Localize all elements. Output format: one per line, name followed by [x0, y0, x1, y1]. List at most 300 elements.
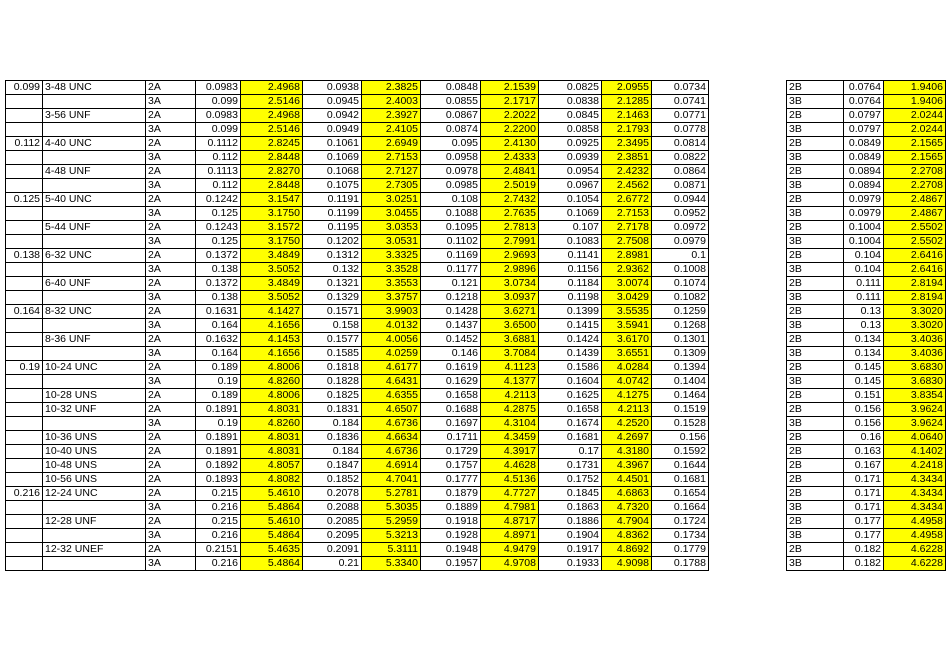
external-class-cell: 2A	[146, 333, 196, 347]
internal-minor-mm-cell: 1.9406	[884, 95, 946, 109]
spacer-cell	[709, 417, 787, 431]
major-min-mm-cell: 2.3927	[362, 109, 421, 123]
table-row	[6, 151, 946, 165]
spacer-cell	[709, 375, 787, 389]
major-max-mm-cell: 3.1750	[241, 207, 303, 221]
nominal-diameter-cell	[6, 235, 43, 249]
minor-in-cell: 0.1654	[652, 487, 709, 501]
pitch-min-mm-cell: 3.5941	[602, 319, 652, 333]
nominal-diameter-cell	[6, 109, 43, 123]
external-class-cell: 3A	[146, 235, 196, 249]
pitch-max-mm-cell: 3.0937	[481, 291, 539, 305]
pitch-min-mm-cell: 2.3851	[602, 151, 652, 165]
pitch-min-mm-cell: 4.8362	[602, 529, 652, 543]
pitch-min-mm-cell: 4.1275	[602, 389, 652, 403]
spacer-cell	[709, 123, 787, 137]
major-min-in-cell: 0.1329	[303, 291, 362, 305]
pitch-max-in-cell: 0.0855	[421, 95, 481, 109]
major-min-mm-cell: 4.6355	[362, 389, 421, 403]
nominal-diameter-cell	[6, 123, 43, 137]
minor-in-cell: 0.0944	[652, 193, 709, 207]
major-min-mm-cell: 5.3111	[362, 543, 421, 557]
internal-minor-in-cell: 0.177	[844, 515, 884, 529]
pitch-min-mm-cell: 4.7320	[602, 501, 652, 515]
pitch-max-in-cell: 0.0985	[421, 179, 481, 193]
nominal-diameter-cell	[6, 95, 43, 109]
major-min-in-cell: 0.184	[303, 445, 362, 459]
minor-in-cell: 0.1734	[652, 529, 709, 543]
major-min-in-cell: 0.1075	[303, 179, 362, 193]
internal-minor-in-cell: 0.171	[844, 501, 884, 515]
pitch-min-in-cell: 0.1184	[539, 277, 602, 291]
major-max-mm-cell: 3.1547	[241, 193, 303, 207]
major-max-in-cell: 0.1893	[196, 473, 241, 487]
internal-minor-in-cell: 0.0797	[844, 123, 884, 137]
pitch-min-in-cell: 0.1904	[539, 529, 602, 543]
major-min-in-cell: 0.2091	[303, 543, 362, 557]
table-row	[6, 235, 946, 249]
internal-class-cell: 2B	[787, 333, 844, 347]
internal-class-cell: 3B	[787, 151, 844, 165]
minor-in-cell: 0.0778	[652, 123, 709, 137]
internal-minor-mm-cell: 3.6830	[884, 375, 946, 389]
pitch-max-mm-cell: 4.8717	[481, 515, 539, 529]
pitch-min-mm-cell: 3.0429	[602, 291, 652, 305]
pitch-max-mm-cell: 4.2875	[481, 403, 539, 417]
pitch-max-mm-cell: 4.3917	[481, 445, 539, 459]
internal-class-cell: 3B	[787, 95, 844, 109]
pitch-max-in-cell: 0.1889	[421, 501, 481, 515]
table-row	[6, 375, 946, 389]
major-min-in-cell: 0.1202	[303, 235, 362, 249]
major-min-mm-cell: 3.0353	[362, 221, 421, 235]
major-max-mm-cell: 4.1453	[241, 333, 303, 347]
nominal-diameter-cell	[6, 529, 43, 543]
major-max-in-cell: 0.216	[196, 529, 241, 543]
internal-minor-in-cell: 0.111	[844, 291, 884, 305]
pitch-max-mm-cell: 3.6500	[481, 319, 539, 333]
pitch-max-mm-cell: 2.4333	[481, 151, 539, 165]
major-max-in-cell: 0.1372	[196, 249, 241, 263]
pitch-max-mm-cell: 2.4130	[481, 137, 539, 151]
minor-in-cell: 0.1008	[652, 263, 709, 277]
pitch-min-mm-cell: 4.9098	[602, 557, 652, 571]
minor-in-cell: 0.156	[652, 431, 709, 445]
external-class-cell: 2A	[146, 543, 196, 557]
thread-designation-cell: 8-32 UNC	[43, 305, 146, 319]
major-min-mm-cell: 5.2781	[362, 487, 421, 501]
spacer-cell	[709, 319, 787, 333]
major-max-in-cell: 0.1242	[196, 193, 241, 207]
major-min-in-cell: 0.1571	[303, 305, 362, 319]
minor-in-cell: 0.1464	[652, 389, 709, 403]
external-class-cell: 3A	[146, 417, 196, 431]
internal-minor-mm-cell: 2.2708	[884, 179, 946, 193]
spacer-cell	[709, 487, 787, 501]
spacer-cell	[709, 151, 787, 165]
pitch-min-mm-cell: 2.1463	[602, 109, 652, 123]
pitch-min-in-cell: 0.1424	[539, 333, 602, 347]
pitch-min-mm-cell: 4.3967	[602, 459, 652, 473]
internal-minor-mm-cell: 2.4867	[884, 193, 946, 207]
table-row	[6, 123, 946, 137]
external-class-cell: 2A	[146, 459, 196, 473]
major-min-in-cell: 0.0945	[303, 95, 362, 109]
pitch-min-mm-cell: 4.2113	[602, 403, 652, 417]
thread-designation-cell: 5-44 UNF	[43, 221, 146, 235]
major-min-mm-cell: 4.0132	[362, 319, 421, 333]
pitch-max-in-cell: 0.1218	[421, 291, 481, 305]
spacer-cell	[709, 277, 787, 291]
pitch-max-in-cell: 0.121	[421, 277, 481, 291]
major-max-in-cell: 0.138	[196, 263, 241, 277]
pitch-min-in-cell: 0.0925	[539, 137, 602, 151]
pitch-max-in-cell: 0.1928	[421, 529, 481, 543]
pitch-min-mm-cell: 4.2697	[602, 431, 652, 445]
pitch-min-in-cell: 0.17	[539, 445, 602, 459]
minor-in-cell: 0.0972	[652, 221, 709, 235]
pitch-min-mm-cell: 2.7178	[602, 221, 652, 235]
internal-minor-in-cell: 0.0979	[844, 207, 884, 221]
external-class-cell: 3A	[146, 179, 196, 193]
thread-designation-cell: 4-48 UNF	[43, 165, 146, 179]
pitch-min-in-cell: 0.0967	[539, 179, 602, 193]
internal-class-cell: 3B	[787, 375, 844, 389]
pitch-min-mm-cell: 2.4232	[602, 165, 652, 179]
internal-minor-mm-cell: 4.3434	[884, 473, 946, 487]
internal-class-cell: 2B	[787, 165, 844, 179]
external-class-cell: 3A	[146, 95, 196, 109]
spacer-cell	[709, 81, 787, 95]
pitch-min-in-cell: 0.1886	[539, 515, 602, 529]
major-max-in-cell: 0.138	[196, 291, 241, 305]
pitch-min-in-cell: 0.1625	[539, 389, 602, 403]
external-class-cell: 2A	[146, 193, 196, 207]
pitch-max-mm-cell: 2.2200	[481, 123, 539, 137]
internal-minor-in-cell: 0.111	[844, 277, 884, 291]
pitch-max-mm-cell: 2.9896	[481, 263, 539, 277]
pitch-max-mm-cell: 4.9708	[481, 557, 539, 571]
nominal-diameter-cell	[6, 473, 43, 487]
pitch-min-mm-cell: 2.7508	[602, 235, 652, 249]
pitch-min-mm-cell: 2.0955	[602, 81, 652, 95]
minor-in-cell: 0.0814	[652, 137, 709, 151]
nominal-diameter-cell: 0.138	[6, 249, 43, 263]
internal-class-cell: 2B	[787, 389, 844, 403]
major-min-in-cell: 0.2095	[303, 529, 362, 543]
pitch-max-mm-cell: 2.7813	[481, 221, 539, 235]
external-class-cell: 2A	[146, 445, 196, 459]
internal-minor-mm-cell: 2.4867	[884, 207, 946, 221]
external-class-cell: 2A	[146, 473, 196, 487]
external-class-cell: 2A	[146, 137, 196, 151]
table-row	[6, 193, 946, 207]
internal-class-cell: 2B	[787, 361, 844, 375]
major-max-in-cell: 0.19	[196, 417, 241, 431]
internal-minor-mm-cell: 2.5502	[884, 235, 946, 249]
major-min-mm-cell: 3.0531	[362, 235, 421, 249]
pitch-min-in-cell: 0.1752	[539, 473, 602, 487]
pitch-max-mm-cell: 3.6881	[481, 333, 539, 347]
major-min-mm-cell: 5.3340	[362, 557, 421, 571]
major-min-in-cell: 0.1061	[303, 137, 362, 151]
pitch-max-in-cell: 0.0848	[421, 81, 481, 95]
major-max-mm-cell: 4.8031	[241, 431, 303, 445]
major-min-mm-cell: 4.6736	[362, 417, 421, 431]
pitch-max-mm-cell: 2.5019	[481, 179, 539, 193]
pitch-max-mm-cell: 2.7991	[481, 235, 539, 249]
internal-class-cell: 2B	[787, 221, 844, 235]
major-max-mm-cell: 4.8006	[241, 389, 303, 403]
table-row	[6, 529, 946, 543]
spacer-cell	[709, 263, 787, 277]
pitch-max-in-cell: 0.146	[421, 347, 481, 361]
minor-in-cell: 0.1394	[652, 361, 709, 375]
major-min-in-cell: 0.184	[303, 417, 362, 431]
pitch-max-mm-cell: 4.8971	[481, 529, 539, 543]
major-min-mm-cell: 3.0455	[362, 207, 421, 221]
table-row	[6, 487, 946, 501]
thread-designation-cell: 10-56 UNS	[43, 473, 146, 487]
pitch-max-in-cell: 0.1102	[421, 235, 481, 249]
external-class-cell: 2A	[146, 403, 196, 417]
external-class-cell: 2A	[146, 81, 196, 95]
pitch-min-mm-cell: 2.7153	[602, 207, 652, 221]
spacer-cell	[709, 249, 787, 263]
pitch-max-in-cell: 0.1629	[421, 375, 481, 389]
nominal-diameter-cell	[6, 207, 43, 221]
major-min-mm-cell: 5.2959	[362, 515, 421, 529]
minor-in-cell: 0.1	[652, 249, 709, 263]
major-min-in-cell: 0.1831	[303, 403, 362, 417]
pitch-min-in-cell: 0.1439	[539, 347, 602, 361]
internal-minor-mm-cell: 4.3434	[884, 501, 946, 515]
internal-class-cell: 3B	[787, 235, 844, 249]
pitch-min-in-cell: 0.0845	[539, 109, 602, 123]
major-max-in-cell: 0.1891	[196, 403, 241, 417]
pitch-min-in-cell: 0.0838	[539, 95, 602, 109]
thread-designation-cell	[43, 263, 146, 277]
internal-class-cell: 3B	[787, 123, 844, 137]
pitch-min-in-cell: 0.0954	[539, 165, 602, 179]
major-min-mm-cell: 4.0259	[362, 347, 421, 361]
table-row	[6, 417, 946, 431]
internal-class-cell: 2B	[787, 403, 844, 417]
internal-class-cell: 3B	[787, 417, 844, 431]
major-max-mm-cell: 3.4849	[241, 277, 303, 291]
pitch-max-mm-cell: 4.5136	[481, 473, 539, 487]
internal-minor-mm-cell: 2.0244	[884, 123, 946, 137]
major-min-in-cell: 0.1585	[303, 347, 362, 361]
internal-minor-in-cell: 0.104	[844, 263, 884, 277]
major-min-in-cell: 0.21	[303, 557, 362, 571]
major-max-mm-cell: 3.5052	[241, 263, 303, 277]
pitch-min-mm-cell: 4.7904	[602, 515, 652, 529]
nominal-diameter-cell	[6, 375, 43, 389]
major-max-in-cell: 0.1632	[196, 333, 241, 347]
internal-class-cell: 2B	[787, 459, 844, 473]
pitch-max-in-cell: 0.1437	[421, 319, 481, 333]
internal-minor-mm-cell: 2.0244	[884, 109, 946, 123]
nominal-diameter-cell	[6, 445, 43, 459]
external-class-cell: 3A	[146, 123, 196, 137]
major-max-mm-cell: 5.4864	[241, 557, 303, 571]
thread-designation-cell	[43, 347, 146, 361]
pitch-max-in-cell: 0.1957	[421, 557, 481, 571]
pitch-min-in-cell: 0.1674	[539, 417, 602, 431]
external-class-cell: 2A	[146, 165, 196, 179]
major-min-in-cell: 0.1195	[303, 221, 362, 235]
major-max-in-cell: 0.112	[196, 151, 241, 165]
table-row	[6, 291, 946, 305]
major-min-in-cell: 0.1577	[303, 333, 362, 347]
internal-minor-in-cell: 0.134	[844, 347, 884, 361]
internal-minor-mm-cell: 3.8354	[884, 389, 946, 403]
pitch-max-mm-cell: 2.9693	[481, 249, 539, 263]
major-max-in-cell: 0.1372	[196, 277, 241, 291]
minor-in-cell: 0.1644	[652, 459, 709, 473]
major-max-mm-cell: 4.8082	[241, 473, 303, 487]
internal-minor-mm-cell: 2.5502	[884, 221, 946, 235]
table-row	[6, 277, 946, 291]
major-max-in-cell: 0.216	[196, 501, 241, 515]
internal-class-cell: 3B	[787, 263, 844, 277]
internal-minor-in-cell: 0.0797	[844, 109, 884, 123]
major-min-mm-cell: 2.3825	[362, 81, 421, 95]
major-max-mm-cell: 4.8057	[241, 459, 303, 473]
internal-minor-in-cell: 0.0849	[844, 137, 884, 151]
nominal-diameter-cell	[6, 277, 43, 291]
thread-designation-cell	[43, 557, 146, 571]
major-max-mm-cell: 4.1427	[241, 305, 303, 319]
internal-minor-in-cell: 0.163	[844, 445, 884, 459]
major-max-mm-cell: 3.4849	[241, 249, 303, 263]
table-row	[6, 543, 946, 557]
major-min-mm-cell: 4.7041	[362, 473, 421, 487]
internal-minor-mm-cell: 2.6416	[884, 249, 946, 263]
major-min-mm-cell: 5.3213	[362, 529, 421, 543]
pitch-max-mm-cell: 2.2022	[481, 109, 539, 123]
pitch-min-mm-cell: 4.3180	[602, 445, 652, 459]
internal-class-cell: 3B	[787, 319, 844, 333]
major-min-mm-cell: 3.0251	[362, 193, 421, 207]
major-min-mm-cell: 2.4105	[362, 123, 421, 137]
table-row	[6, 249, 946, 263]
major-max-mm-cell: 5.4864	[241, 529, 303, 543]
major-max-mm-cell: 3.1750	[241, 235, 303, 249]
major-min-in-cell: 0.1068	[303, 165, 362, 179]
pitch-min-in-cell: 0.107	[539, 221, 602, 235]
internal-class-cell: 2B	[787, 543, 844, 557]
internal-minor-in-cell: 0.13	[844, 319, 884, 333]
major-min-mm-cell: 4.6914	[362, 459, 421, 473]
spacer-cell	[709, 109, 787, 123]
internal-minor-mm-cell: 3.6830	[884, 361, 946, 375]
thread-designation-cell	[43, 501, 146, 515]
major-max-mm-cell: 4.1656	[241, 319, 303, 333]
pitch-min-mm-cell: 2.9362	[602, 263, 652, 277]
internal-minor-in-cell: 0.177	[844, 529, 884, 543]
pitch-max-mm-cell: 4.1377	[481, 375, 539, 389]
spacer-cell	[709, 403, 787, 417]
spacer-cell	[709, 193, 787, 207]
spacer-cell	[709, 179, 787, 193]
external-class-cell: 2A	[146, 487, 196, 501]
major-max-mm-cell: 4.8260	[241, 375, 303, 389]
minor-in-cell: 0.0741	[652, 95, 709, 109]
major-min-mm-cell: 3.3528	[362, 263, 421, 277]
internal-minor-in-cell: 0.145	[844, 361, 884, 375]
major-max-mm-cell: 2.4968	[241, 109, 303, 123]
major-min-in-cell: 0.2085	[303, 515, 362, 529]
external-class-cell: 2A	[146, 277, 196, 291]
internal-class-cell: 3B	[787, 291, 844, 305]
spacer-cell	[709, 221, 787, 235]
thread-designation-cell	[43, 375, 146, 389]
pitch-max-in-cell: 0.108	[421, 193, 481, 207]
internal-class-cell: 2B	[787, 515, 844, 529]
table-row	[6, 403, 946, 417]
internal-minor-mm-cell: 2.1565	[884, 137, 946, 151]
external-class-cell: 3A	[146, 529, 196, 543]
minor-in-cell: 0.1528	[652, 417, 709, 431]
pitch-min-in-cell: 0.1399	[539, 305, 602, 319]
nominal-diameter-cell	[6, 417, 43, 431]
internal-minor-in-cell: 0.0894	[844, 179, 884, 193]
major-min-mm-cell: 4.6736	[362, 445, 421, 459]
pitch-max-in-cell: 0.1428	[421, 305, 481, 319]
major-min-mm-cell: 4.0056	[362, 333, 421, 347]
pitch-min-mm-cell: 2.6772	[602, 193, 652, 207]
major-min-in-cell: 0.1852	[303, 473, 362, 487]
external-class-cell: 3A	[146, 151, 196, 165]
major-min-mm-cell: 2.7305	[362, 179, 421, 193]
major-min-in-cell: 0.158	[303, 319, 362, 333]
internal-minor-mm-cell: 2.8194	[884, 277, 946, 291]
major-max-mm-cell: 3.1572	[241, 221, 303, 235]
thread-designation-cell: 12-24 UNC	[43, 487, 146, 501]
pitch-max-mm-cell: 2.1717	[481, 95, 539, 109]
major-max-in-cell: 0.164	[196, 319, 241, 333]
major-max-mm-cell: 5.4610	[241, 515, 303, 529]
internal-minor-in-cell: 0.145	[844, 375, 884, 389]
internal-minor-mm-cell: 4.4958	[884, 515, 946, 529]
pitch-min-mm-cell: 3.5535	[602, 305, 652, 319]
major-max-mm-cell: 4.8031	[241, 403, 303, 417]
major-min-in-cell: 0.1847	[303, 459, 362, 473]
external-class-cell: 2A	[146, 389, 196, 403]
internal-minor-mm-cell: 4.0640	[884, 431, 946, 445]
table-row	[6, 445, 946, 459]
nominal-diameter-cell	[6, 347, 43, 361]
external-class-cell: 3A	[146, 347, 196, 361]
internal-class-cell: 3B	[787, 501, 844, 515]
major-max-in-cell: 0.1891	[196, 445, 241, 459]
major-max-mm-cell: 4.8260	[241, 417, 303, 431]
major-min-in-cell: 0.1828	[303, 375, 362, 389]
thread-designation-cell	[43, 179, 146, 193]
minor-in-cell: 0.1309	[652, 347, 709, 361]
internal-minor-mm-cell: 4.6228	[884, 557, 946, 571]
spacer-cell	[709, 543, 787, 557]
minor-in-cell: 0.0734	[652, 81, 709, 95]
internal-minor-mm-cell: 3.9624	[884, 403, 946, 417]
table-row	[6, 95, 946, 109]
table-row	[6, 501, 946, 515]
thread-designation-cell	[43, 417, 146, 431]
pitch-max-mm-cell: 2.4841	[481, 165, 539, 179]
internal-class-cell: 3B	[787, 347, 844, 361]
